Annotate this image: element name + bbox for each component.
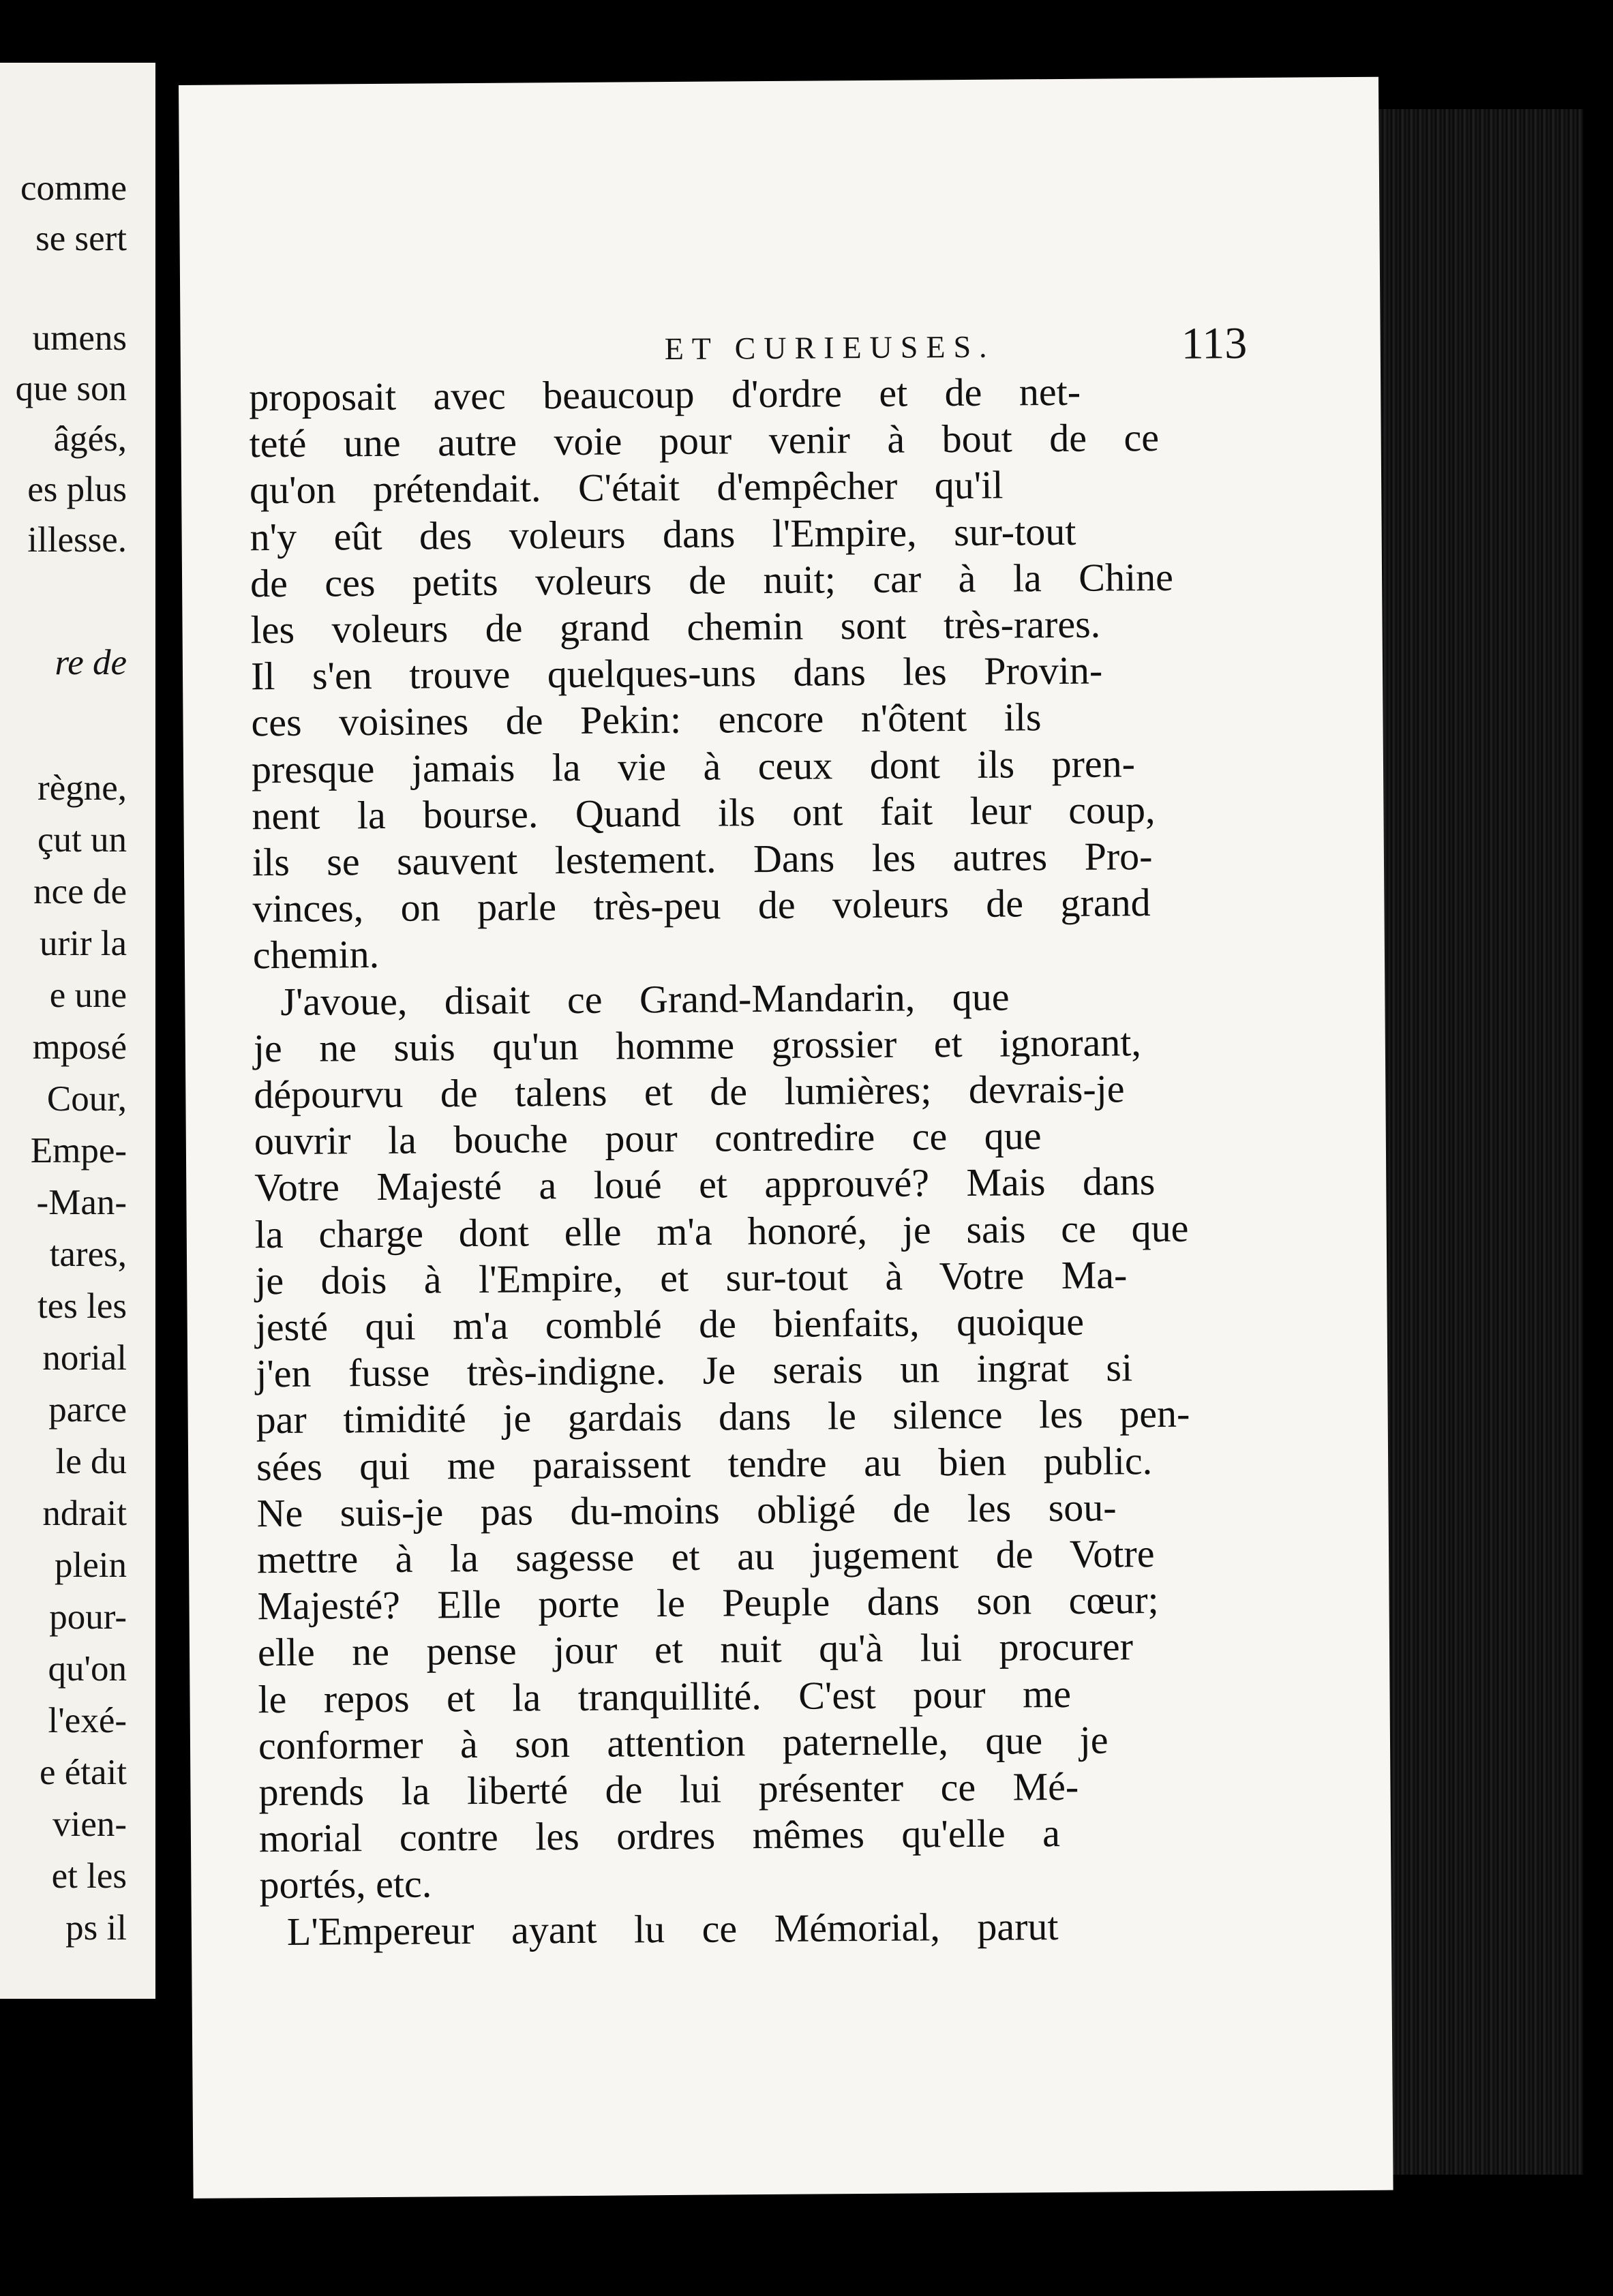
text-line: Ne suis-je pas du-moins obligé de les sou- — [256, 1485, 1117, 1536]
facing-page-line: se sert — [35, 219, 127, 258]
text-line: conformer à son attention paternelle, que je — [258, 1717, 1109, 1768]
facing-page-line: qu'on — [48, 1649, 127, 1689]
text-line: par timidité je gardais dans le silence les pen- — [256, 1391, 1190, 1442]
facing-page — [0, 63, 155, 1999]
text-line: j'en fusse très-indigne. Je serais un ingrat si — [255, 1345, 1133, 1396]
text-line: portés, etc. — [259, 1861, 432, 1907]
book-page — [179, 77, 1393, 2199]
facing-page-line: plein — [55, 1545, 127, 1585]
text-line: n'y eût des voleurs dans l'Empire, sur-tout — [250, 509, 1076, 559]
text-line: sées qui me paraissent tendre au bien public. — [256, 1438, 1153, 1489]
text-line: vinces, on parle très-peu de voleurs de grand — [252, 880, 1151, 931]
text-line: presque jamais la vie à ceux dont ils pren- — [251, 740, 1136, 791]
text-line: dépourvu de talens et de lumières; devrais-je — [254, 1066, 1125, 1117]
text-line: les voleurs de grand chemin sont très-rares. — [250, 601, 1101, 652]
text-line: Majesté? Elle porte le Peuple dans son cœur; — [257, 1577, 1159, 1629]
text-line: de ces petits voleurs de nuit; car à la Chine — [250, 554, 1174, 606]
text-line: teté une autre voie pour venir à bout de ce — [249, 415, 1160, 466]
facing-page-line: que son — [15, 369, 127, 408]
running-head: ET CURIEUSES. — [664, 329, 995, 367]
facing-page-line: l'exé- — [48, 1701, 127, 1740]
text-line: le repos et la tranquillité. C'est pour me — [258, 1671, 1072, 1721]
facing-page-line: e était — [40, 1753, 127, 1792]
facing-page-line: illesse. — [27, 520, 127, 560]
text-line: elle ne pense jour et nuit qu'à lui procurer — [257, 1624, 1134, 1675]
text-line: ouvrir la bouche pour contredire ce que — [254, 1113, 1042, 1164]
facing-page-line: pour- — [49, 1597, 127, 1637]
facing-page-line: urir la — [39, 924, 127, 963]
facing-page-line: çut un — [37, 820, 127, 860]
facing-page-line: re de — [55, 643, 127, 682]
facing-page-line: e une — [49, 976, 127, 1015]
text-line: ces voisines de Pekin: encore n'ôtent ils — [251, 695, 1042, 745]
facing-page-line: ps il — [65, 1908, 127, 1948]
facing-page-line: parce — [48, 1390, 127, 1430]
text-line: Il s'en trouve quelques-uns dans les Provin- — [250, 648, 1103, 699]
text-line: nent la bourse. Quand ils ont fait leur coup, — [252, 787, 1156, 839]
facing-page-line: Empe- — [30, 1131, 127, 1170]
facing-page-line: règne, — [37, 768, 127, 808]
text-line: mettre à la sagesse et au jugement de Votre — [256, 1531, 1155, 1582]
text-line: prends la liberté de lui présenter ce Mé- — [258, 1764, 1079, 1815]
facing-page-line: umens — [32, 318, 127, 358]
facing-page-line: tes les — [37, 1286, 127, 1326]
text-line: L'Empereur ayant lu ce Mémorial, parut — [286, 1903, 1059, 1954]
facing-page-line: le du — [55, 1442, 127, 1481]
facing-page-line: mposé — [32, 1027, 127, 1067]
text-line: J'avoue, disait ce Grand-Mandarin, que — [280, 974, 1010, 1024]
text-line: chemin. — [252, 932, 380, 978]
text-line: morial contre les ordres mêmes qu'elle a — [258, 1811, 1061, 1861]
facing-page-line: norial — [42, 1338, 127, 1378]
text-line: la charge dont elle m'a honoré, je sais ce que — [254, 1205, 1189, 1256]
text-line: proposait avec beaucoup d'ordre et de net- — [248, 369, 1081, 420]
facing-page-line: ndrait — [42, 1494, 127, 1533]
facing-page-line: Cour, — [46, 1079, 127, 1119]
page-number: 113 — [1181, 318, 1248, 369]
facing-page-line: et les — [51, 1856, 127, 1896]
facing-page-line: âgés, — [53, 419, 127, 459]
facing-page-line: vien- — [52, 1804, 127, 1844]
text-line: jesté qui m'a comblé de bienfaits, quoique — [255, 1299, 1085, 1350]
facing-page-line: -Man- — [36, 1183, 127, 1222]
facing-page-line: tares, — [49, 1235, 127, 1274]
facing-page-line: es plus — [27, 470, 127, 509]
text-line: qu'on prétendait. C'était d'empêcher qu'il — [249, 462, 1004, 513]
text-line: Votre Majesté a loué et approuvé? Mais dans — [254, 1159, 1156, 1210]
text-line: ils se sauvent lestement. Dans les autres Pro- — [252, 834, 1153, 885]
page-edges — [1378, 109, 1583, 2175]
facing-page-line: nce de — [33, 872, 127, 911]
text-line: je ne suis qu'un homme grossier et ignorant, — [253, 1019, 1142, 1071]
text-line: je dois à l'Empire, et sur-tout à Votre Ma- — [255, 1252, 1128, 1303]
facing-page-line: comme — [20, 168, 127, 208]
